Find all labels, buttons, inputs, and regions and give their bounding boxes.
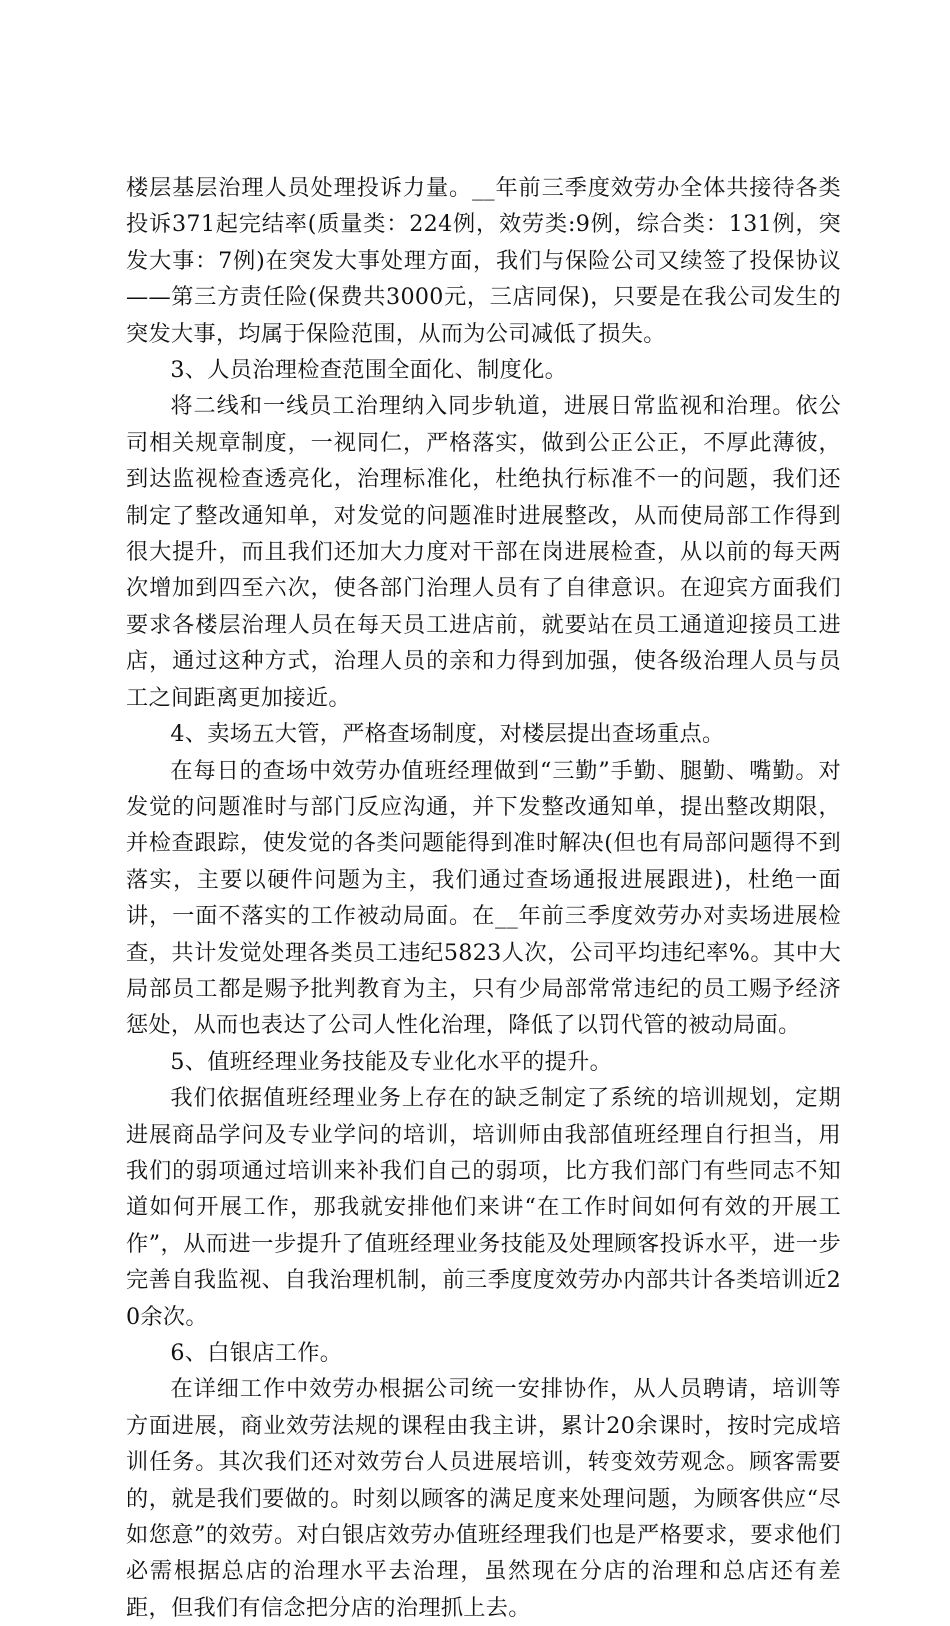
paragraph-staff-supervision: 将二线和一线员工治理纳入同步轨道，进展日常监视和治理。依公司相关规章制度，一视同仁，严格落实，做到公正公正，不厚此薄彼，到达监视检查透亮化，治理标准化，杜绝执行标准不一的问题，我们还制定了整改通知单，对发觉的问题准时进展整改，从而使局部工作得到很大提升，而且我们还加大力度对干部在岗进展检查，从以前的每天两次增加到四至六次，使各部门治理人员有了自律意识。在迎宾方面我们要求各楼层治理人员在每天员工进店前，就要站在员工通道迎接员工进店，通过这种方式，治理人员的亲和力得到加强，使各级治理人员与员工之间距离更加接近。 (126, 393, 841, 711)
paragraph-training: 我们依据值班经理业务上存在的缺乏制定了系统的培训规划，定期进展商品学问及专业学问的培训，培训师由我部值班经理自行担当，用我们的弱项通过培训来补我们自己的弱项，比方我们部门有些同志不知道如何开展工作，那我就安排他们来讲“在工作时间如何有效的开展工作”，从而进一步提升了值班经理业务技能及处理顾客投诉水平，进一步完善自我监视、自我治理机制，前三季度度效劳办内部共计各类培训近20余次。 (126, 1085, 841, 1330)
section-heading-3: 3、人员治理检查范围全面化、制度化。 (170, 357, 568, 384)
paragraph-baiyin-store: 在详细工作中效劳办根据公司统一安排协作，从人员聘请，培训等方面进展，商业效劳法规的课程由我主讲，累计20余课时，按时完成培训任务。其次我们还对效劳台人员进展培训，转变效劳观念。顾客需要的，就是我们要做的。时刻以顾客的满足度来处理问题，为顾客供应“尽如您意”的效劳。对白银店效劳办值班经理我们也是严格要求，要求他们必需根据总店的治理水平去治理，虽然现在分店的治理和总店还有差距，但我们有信念把分店的治理抓上去。 (126, 1376, 841, 1621)
paragraph-complaint-handling: 楼层基层治理人员处理投诉力量。__年前三季度效劳办全体共接待各类投诉371起完结率(质量类：224例，效劳类:9例，综合类：131例，突发大事：7例)在突发大事处理方面，我们与保险公司又续签了投保协议——第三方责任险(保费共3000元，三店同保)，只要是在我公司发生的突发大事，均属于保险范围，从而为公司减低了损失。 (126, 175, 841, 347)
section-heading-6: 6、白银店工作。 (170, 1340, 343, 1366)
document-body (126, 170, 841, 1626)
section-heading-4: 4、卖场五大管，严格查场制度，对楼层提出查场重点。 (170, 721, 725, 748)
section-heading-5: 5、值班经理业务技能及专业化水平的提升。 (170, 1048, 613, 1075)
paragraph-floor-inspection: 在每日的查场中效劳办值班经理做到“三勤”手勤、腿勤、嘴勤。对发觉的问题准时与部门反应沟通，并下发整改通知单，提出整改期限，并检查跟踪，使发觉的各类问题能得到准时解决(但也有局部问题得不到落实，主要以硬件问题为主，我们通过查场通报进展跟进)，杜绝一面讲，一面不落实的工作被动局面。在__年前三季度效劳办对卖场进展检查，共计发觉处理各类员工违纪5823人次，公司平均违纪率%。其中大局部员工都是赐予批判教育为主，只有少局部常常违纪的员工赐予经济惩处，从而也表达了公司人性化治理，降低了以罚代管的被动局面。 (126, 757, 841, 1039)
